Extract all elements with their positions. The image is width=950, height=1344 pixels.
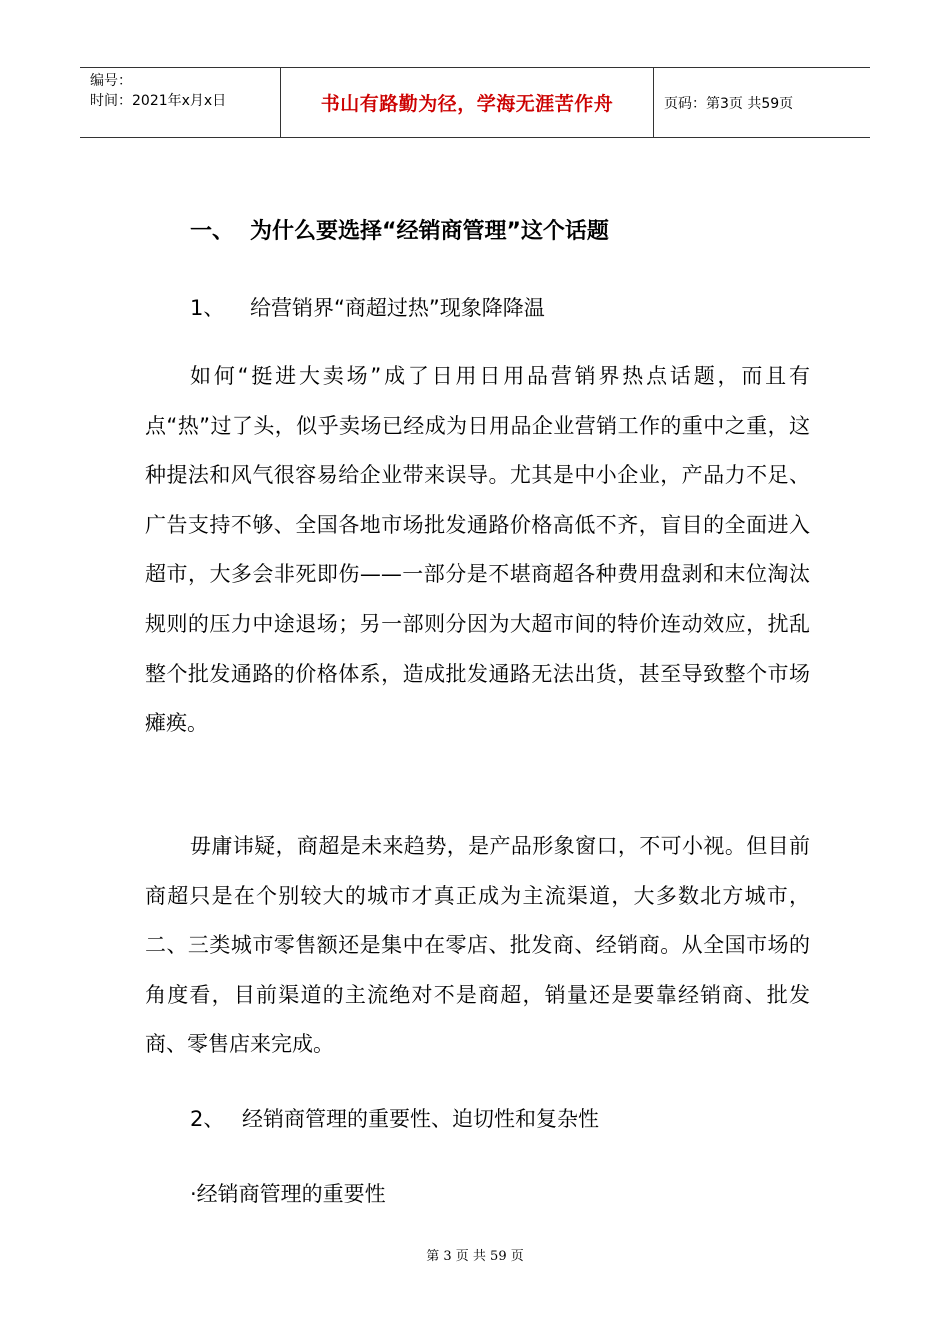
header-motto: 书山有路勤为径，学海无涯苦作舟 — [280, 68, 654, 137]
page-footer: 第 3 页 共 59 页 — [426, 1249, 524, 1264]
section-number: 一、 — [190, 219, 235, 244]
subsection-title: 给营销界“商超过热”现象降降温 — [250, 296, 545, 320]
paragraph-text: 毋庸讳疑，商超是未来趋势，是产品形象窗口，不可小视。但目前商超只是在个别较大的城市才真正成为主流渠道，大多数北方城市，二、三类城市零售额还是集中在零店、批发商、经销商。从全国市场的角度看，目前渠道的主流绝对不是商超，销量还是要靠经销商、批发商、零售店来完成。 — [145, 834, 810, 1057]
document-time: 时间：2021年x月x日 — [90, 93, 227, 109]
paragraph-text: 如何“挺进大卖场”成了日用日用品营销界热点话题，而且有点“热”过了头，似乎卖场已经成为日用品企业营销工作的重中之重，这种提法和风气很容易给企业带来误导。尤其是中小企业，产品力不足、广告支持不够、全国各地市场批发通路价格高低不齐，盲目的全面进入超市，大多会非死即伤——一部分是不堪商超各种费用盘剥和末位淘汰规则的压力中途退场；另一部则分因为大超市间的特价连动效应，扰乱整个批发通路的价格体系，造成批发通路无法出货，甚至导致整个市场瘫痪。 — [145, 364, 810, 736]
subsection-number: 1、 — [190, 296, 225, 320]
subsection-heading-1 — [190, 292, 545, 322]
subsection-title: 经销商管理的重要性、迫切性和复杂性 — [242, 1107, 599, 1131]
subsection-number: 2、 — [190, 1107, 225, 1131]
document-header — [80, 67, 870, 138]
subsection-heading-2 — [190, 1103, 599, 1133]
document-number: 编号： — [90, 73, 132, 89]
paragraph-1 — [145, 352, 810, 749]
header-meta — [80, 68, 280, 137]
header-page-info: 页码：第3页 共59页 — [664, 95, 794, 112]
section-heading — [190, 214, 609, 245]
paragraph-2 — [145, 822, 810, 1070]
bullet-item: ·经销商管理的重要性 — [190, 1182, 386, 1206]
section-title: 为什么要选择“经销商管理”这个话题 — [250, 219, 609, 244]
